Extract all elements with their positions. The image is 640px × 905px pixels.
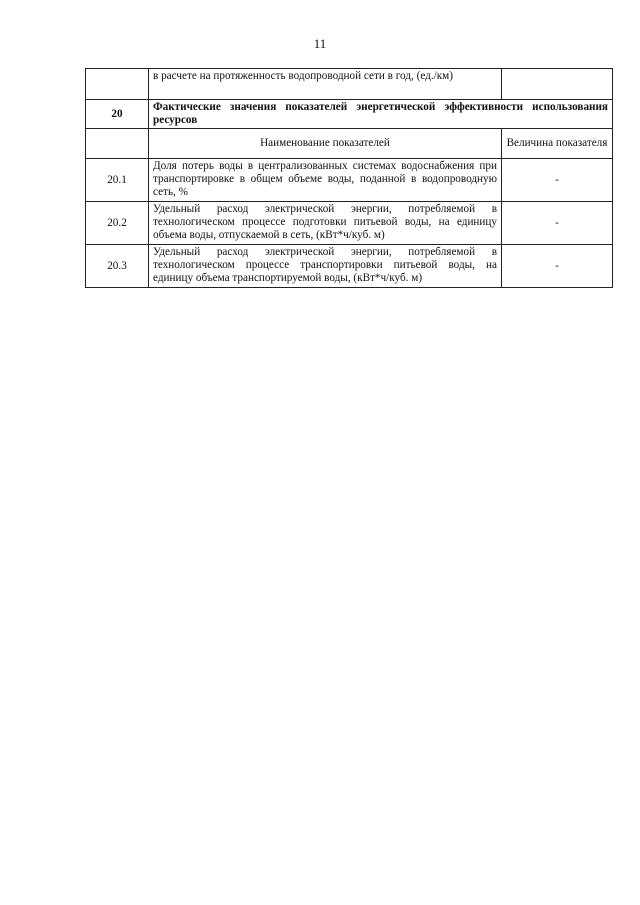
- row-num-cell: 20.1: [86, 159, 149, 202]
- row-value-cell: -: [502, 202, 613, 245]
- intro-num-cell: [86, 69, 149, 100]
- section-title-cell: Фактические значения показателей энергетической эффективности использования ресурсов: [149, 100, 613, 129]
- table-row-section: [86, 100, 613, 129]
- table-row: [86, 245, 613, 288]
- table-row: [86, 202, 613, 245]
- row-value-cell: -: [502, 159, 613, 202]
- row-value-cell: -: [502, 245, 613, 288]
- header-value-cell: Величина показателя: [502, 129, 613, 159]
- header-num-cell: [86, 129, 149, 159]
- table-row-intro: [86, 69, 613, 100]
- row-name-cell: Доля потерь воды в централизованных системах водоснабжения при транспортировке в общем объеме воды, поданной в водопроводную сеть, %: [149, 159, 502, 202]
- row-name-cell: Удельный расход электрической энергии, потребляемой в технологическом процессе транспортировки питьевой воды, на единицу объема транспортируемой воды, (кВт*ч/куб. м): [149, 245, 502, 288]
- header-name-cell: Наименование показателей: [149, 129, 502, 159]
- row-num-cell: 20.3: [86, 245, 149, 288]
- table-row: [86, 159, 613, 202]
- intro-text-cell: в расчете на протяженность водопроводной сети в год, (ед./км): [149, 69, 502, 100]
- row-name-cell: Удельный расход электрической энергии, потребляемой в технологическом процессе подготовки питьевой воды, на единицу объема воды, отпускаемой в сеть, (кВт*ч/куб. м): [149, 202, 502, 245]
- intro-value-cell: [502, 69, 613, 100]
- section-num-cell: 20: [86, 100, 149, 129]
- page-number: 11: [313, 36, 327, 51]
- table-header-row: [86, 129, 613, 159]
- indicators-table: [85, 68, 613, 288]
- row-num-cell: 20.2: [86, 202, 149, 245]
